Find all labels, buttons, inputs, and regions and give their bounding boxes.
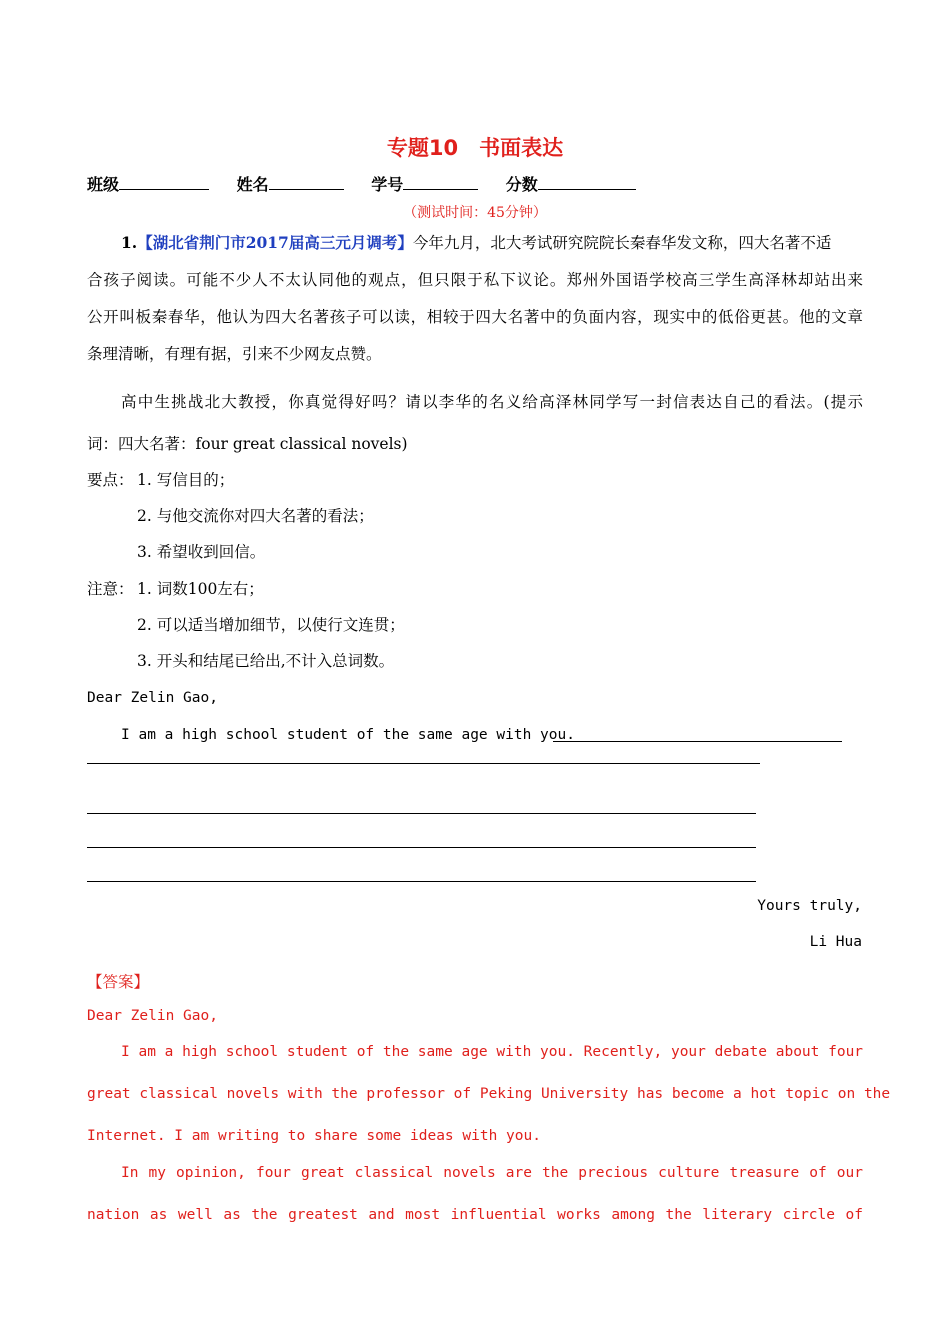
question-number: 1.: [121, 233, 138, 252]
name-label: 姓名: [236, 175, 269, 194]
letter-salutation: Dear Zelin Gao,: [87, 690, 218, 706]
letter-signature: Li Hua: [809, 934, 862, 950]
question-line-3: 公开叫板秦春华，他认为四大名著孩子可以读，相较于四大名著中的负面内容，现实中的低俗更甚。他的文章: [87, 308, 863, 326]
question-line-1: [121, 224, 863, 262]
notes-label: 注意：: [87, 580, 134, 598]
question-source: 【湖北省荆门市2017届高三元月调考】: [137, 233, 413, 252]
answer-line-text-2: great classical novels with the professor of Peking University has become a hot topic on the: [87, 1086, 891, 1102]
question-text-1: 今年九月，北大考试研究院院长秦春华发文称，四大名著不适: [412, 234, 832, 252]
answer-line-5[interactable]: [87, 881, 756, 882]
prompt-line-1: 高中生挑战北大教授，你真觉得好吗？请以李华的名义给高泽林同学写一封信表达自己的看法。(提示: [121, 393, 863, 411]
note-3: 3. 开头和结尾已给出,不计入总词数。: [137, 652, 395, 670]
letter-closing: Yours truly,: [757, 898, 862, 914]
letter-opening: I am a high school student of the same age with you.: [121, 727, 575, 743]
page-title: 专题10 书面表达: [386, 136, 564, 160]
score-label: 分数: [505, 175, 538, 194]
score-field[interactable]: [506, 172, 636, 195]
point-3: 3. 希望收到回信。: [137, 543, 266, 561]
answer-line-text-4: In my opinion, four great classical novels are the precious culture treasure of our: [121, 1165, 863, 1181]
student-info-row: [87, 172, 658, 195]
question-line-2: 合孩子阅读。可能不少人不太认同他的观点，但只限于私下议论。郑州外国语学校高三学生高泽林却站出来: [87, 271, 863, 289]
student-id-label: 学号: [371, 175, 404, 194]
answer-line-3[interactable]: [87, 813, 756, 814]
answer-line-text-5: nation as well as the greatest and most influential works among the literary circle of: [87, 1207, 863, 1223]
answer-line-2[interactable]: [87, 763, 760, 764]
answer-label: 【答案】: [87, 973, 150, 991]
class-field[interactable]: [87, 172, 209, 195]
student-id-field[interactable]: [371, 172, 478, 195]
prompt-line-2: 词：四大名著：four great classical novels): [87, 435, 408, 453]
test-time: （测试时间：45分钟）: [403, 205, 547, 221]
question-line-4: 条理清晰，有理有据，引来不少网友点赞。: [87, 345, 382, 363]
answer-salutation: Dear Zelin Gao,: [87, 1008, 218, 1024]
class-label: 班级: [87, 175, 120, 194]
point-1: 1. 写信目的；: [137, 471, 235, 489]
note-2: 2. 可以适当增加细节，以使行文连贯；: [137, 616, 405, 634]
note-1: 1. 词数100左右；: [137, 580, 264, 598]
name-field[interactable]: [237, 172, 344, 195]
answer-line-text-1: I am a high school student of the same age with you. Recently, your debate about four: [121, 1044, 864, 1060]
points-label: 要点：: [87, 471, 134, 489]
answer-line-text-3: Internet. I am writing to share some ideas with you.: [87, 1128, 541, 1144]
answer-line-4[interactable]: [87, 847, 756, 848]
point-2: 2. 与他交流你对四大名著的看法；: [137, 507, 374, 525]
answer-line-1[interactable]: [553, 741, 842, 742]
